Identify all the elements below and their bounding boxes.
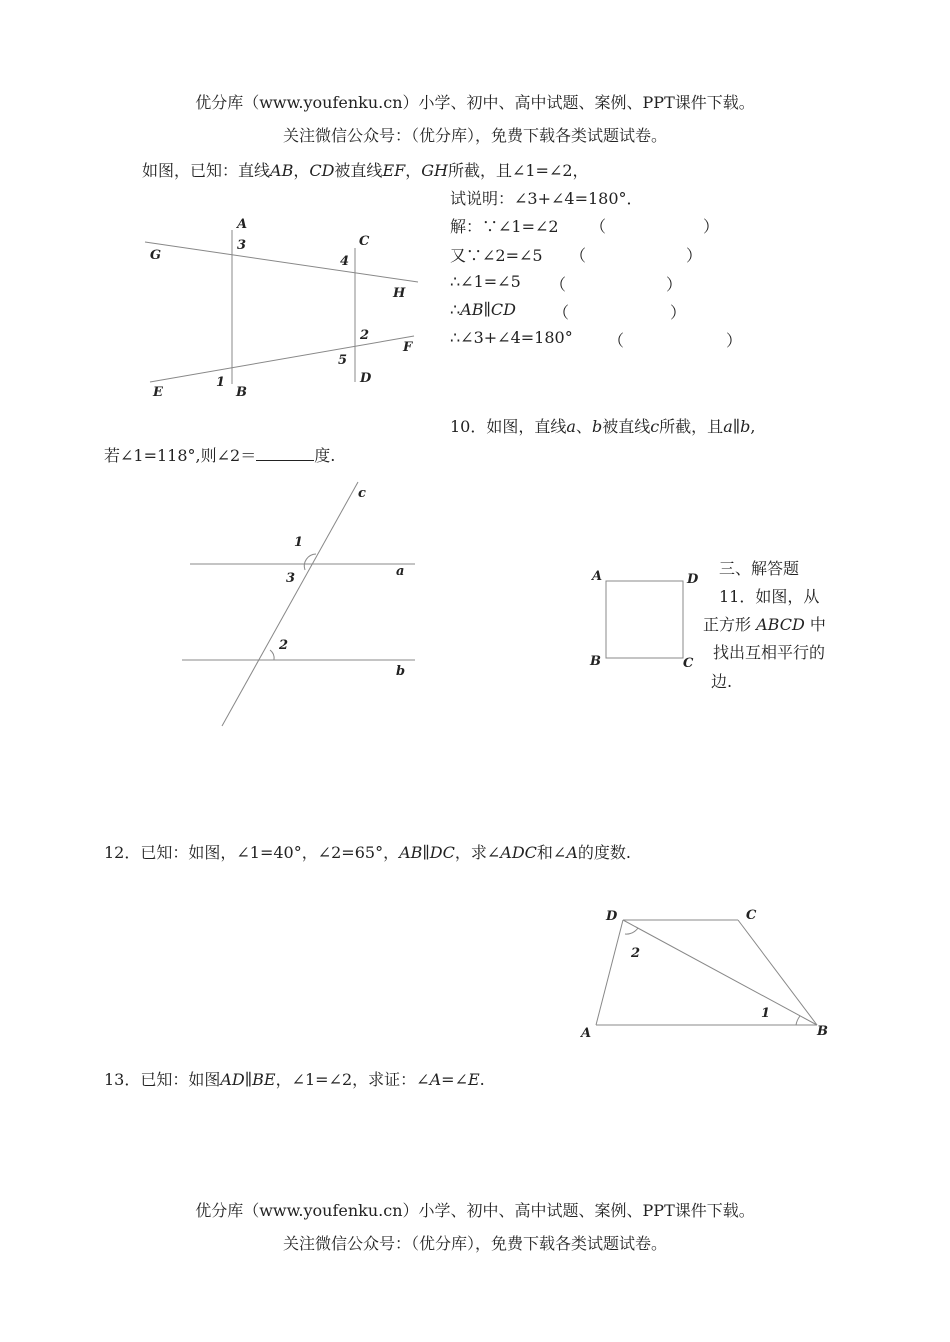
label-D: D [360, 371, 372, 386]
label-2: 2 [631, 946, 641, 961]
label-B: B [236, 385, 247, 400]
label-C: C [683, 656, 694, 671]
q9-reason-1-close: ） [703, 217, 720, 236]
label-3: 3 [237, 238, 247, 253]
q9-step-1: 解：∵∠1=∠2 [450, 217, 559, 236]
label-A: A [592, 569, 603, 584]
label-1: 1 [294, 535, 304, 550]
q11-line-1: 11．如图，从 [719, 587, 820, 606]
q9-reason-2-close: ） [686, 246, 703, 265]
label-C: C [359, 234, 370, 249]
footer-line-1: 优分库（www.youfenku.cn）小学、初中、高中试题、案例、PPT课件下载。 [195, 1201, 755, 1220]
footer-line-2: 关注微信公众号：（优分库），免费下载各类试题试卷。 [282, 1234, 667, 1253]
side-cb [738, 920, 817, 1025]
label-1: 1 [216, 375, 226, 390]
label-D: D [606, 909, 618, 924]
q9-reason-4-close: ） [670, 303, 687, 322]
q9-step-5: ∴∠3+∠4=180° [450, 328, 573, 347]
label-B: B [817, 1024, 828, 1039]
label-b: b [396, 664, 406, 679]
label-2: 2 [360, 328, 370, 343]
label-4: 4 [340, 254, 350, 269]
label-H: H [393, 286, 406, 301]
label-F: F [403, 340, 413, 355]
section-3-title: 三、解答题 [719, 559, 800, 578]
q10-line-1: 10．如图，直线a、b被直线c所截，且a∥b, [450, 417, 756, 436]
q9-step-3: ∴∠1=∠5 [450, 272, 521, 291]
q9-reason-5-close: ） [726, 331, 743, 350]
label-c: c [358, 486, 366, 501]
label-3: 3 [286, 571, 296, 586]
q9-reason-1-open: （ [590, 217, 607, 236]
q9-reason-5-open: （ [608, 331, 625, 350]
label-1: 1 [761, 1006, 771, 1021]
q11-line-3: 找出互相平行的 [713, 643, 826, 662]
label-B: B [590, 654, 601, 669]
q9-step-4: ∴AB∥CD [450, 300, 516, 319]
q9-reason-3-close: ） [666, 275, 683, 294]
side-ad [596, 920, 623, 1025]
q9-reason-3-open: （ [550, 275, 567, 294]
label-E: E [153, 385, 163, 400]
q9-reason-2-open: （ [570, 246, 587, 265]
label-C: C [746, 908, 757, 923]
q9-intro: 如图，已知：直线AB，CD被直线EF，GH所截，且∠1=∠2， [142, 161, 589, 180]
q12-text: 12．已知：如图，∠1=40°，∠2=65°，AB∥DC，求∠ADC和∠A的度数. [104, 843, 631, 862]
q9-step-2: 又∵∠2=∠5 [450, 246, 543, 265]
header-line-1: 优分库（www.youfenku.cn）小学、初中、高中试题、案例、PPT课件下载。 [195, 93, 755, 112]
label-A: A [237, 217, 248, 232]
q10-line-2: 若∠1=118°,则∠2＝ 度. [104, 446, 336, 465]
q9-reason-4-open: （ [553, 303, 570, 322]
angle-2-arc [625, 928, 638, 934]
label-D: D [687, 572, 699, 587]
angle-1-arc [796, 1016, 800, 1025]
label-2: 2 [279, 638, 289, 653]
q11-line-4: 边. [711, 672, 733, 691]
label-a: a [396, 564, 405, 579]
q13-text: 13．已知：如图AD∥BE，∠1=∠2，求证：∠A=∠E. [104, 1070, 485, 1089]
label-A: A [581, 1026, 592, 1041]
q11-line-2: 正方形 ABCD 中 [703, 615, 826, 634]
q9-task: 试说明：∠3+∠4=180°． [450, 189, 643, 208]
label-G: G [150, 248, 162, 263]
header-line-2: 关注微信公众号：（优分库），免费下载各类试题试卷。 [282, 126, 667, 145]
diagonal-db [623, 920, 817, 1025]
label-5: 5 [338, 353, 348, 368]
